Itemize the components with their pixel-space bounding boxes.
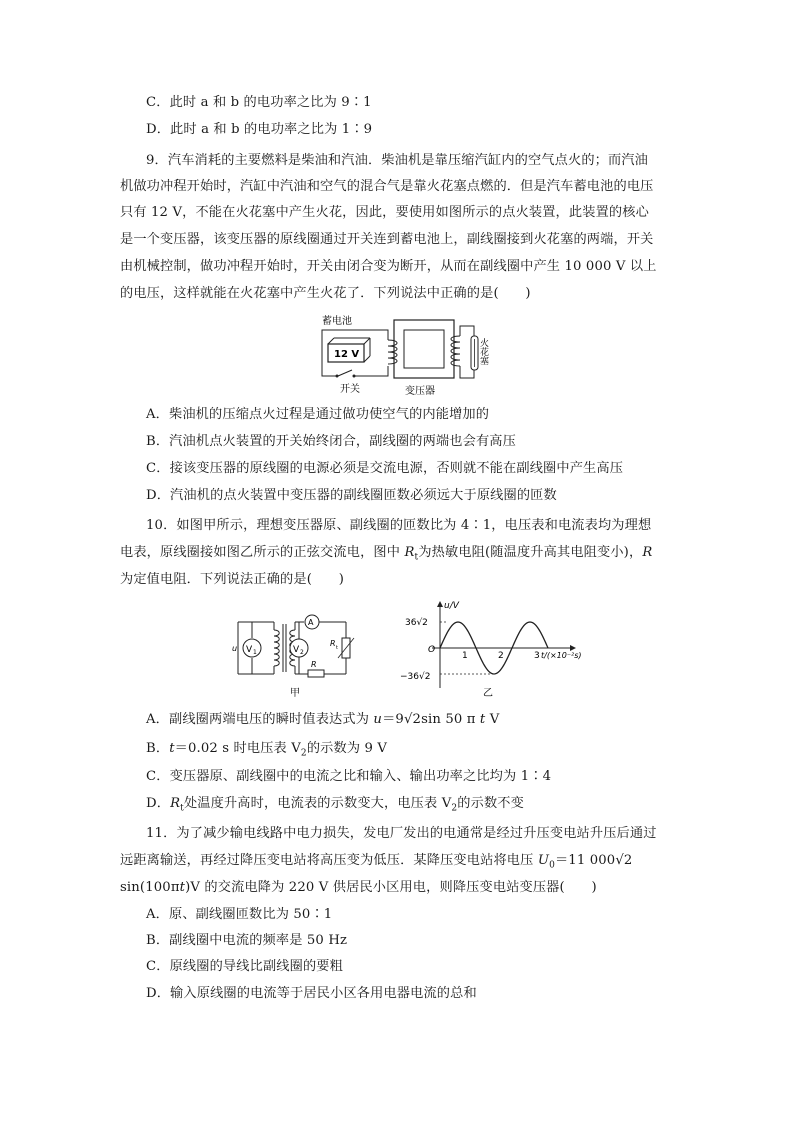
q10-stem-line-3: 为定值电阻．下列说法正确的是( ) (120, 572, 344, 587)
q10-option-b: B．t＝0.02 s 时电压表 $V_2$的示数为 9 V (146, 741, 388, 759)
primary-coil (388, 340, 397, 364)
q8-option-c: C．此时 a 和 b 的电功率之比为 9∶1 (146, 95, 372, 110)
y-axis-label: u/V (444, 601, 459, 611)
q11-stem-line-3: sin(100πt)V 的交流电降为 220 V 供居民小区用电，则降压变电站变压器( ) (120, 880, 597, 895)
q9-stem-line-6: 的电压，这样就能在火花塞中产生火花了．下列说法中正确的是( ) (120, 286, 531, 301)
transformer-core (394, 320, 454, 378)
q10-option-d: D．$R_t$处温度升高时，电流表的示数变大，电压表 $V_2$的示数不变 (146, 796, 524, 814)
spark-plug-label: 火花塞 (478, 338, 488, 365)
q8-option-d: D．此时 a 和 b 的电功率之比为 1∶9 (146, 122, 373, 137)
fixed-resistor (308, 670, 324, 677)
transformer-label: 变压器 (405, 386, 435, 397)
q11-option-c: C．原线圈的导线比副线圈的要粗 (146, 959, 343, 974)
svg-text:R: R (311, 660, 317, 669)
q9-option-a: A．柴油机的压缩点火过程是通过做功使空气的内能增加的 (146, 407, 490, 422)
battery-voltage: 12 V (334, 349, 360, 360)
svg-text:1: 1 (253, 649, 257, 656)
svg-text:2: 2 (300, 649, 304, 656)
voltage-sine-chart (400, 596, 590, 700)
q10-option-c: C．变压器原、副线圈中的电流之比和输入、输出功率之比均为 1∶4 (146, 769, 552, 784)
q10-stem-line-1: 10．如图甲所示，理想变压器原、副线圈的匝数比为 4∶1，电压表和电流表均为理想 (146, 518, 652, 533)
y-tick-negative: −36√2 (400, 672, 431, 682)
q9-stem-line-5: 由机械控制，做功冲程开始时，开关由闭合变为断开，从而在副线圈中产生 10 000 V 以上 (120, 259, 657, 274)
q9-stem-line-3: 只有 12 V，不能在火花塞中产生火花，因此，要使用如图所示的点火装置，此装置的核心 (120, 205, 649, 220)
transformer-circuit-figure-a (232, 608, 362, 700)
svg-text:t: t (336, 645, 338, 651)
q9-stem-line-1: 9．汽车消耗的主要燃料是柴油和汽油．柴油机是靠压缩汽缸内的空气点火的；而汽油 (146, 153, 649, 168)
secondary-coil (451, 336, 460, 366)
svg-text:R: R (330, 639, 336, 648)
q9-stem-line-2: 机做功冲程开始时，汽缸中汽油和空气的混合气是靠火花塞点燃的．但是汽车蓄电池的电压 (120, 179, 654, 194)
svg-text:V: V (246, 645, 253, 655)
figure-a-caption: 甲 (290, 688, 300, 699)
svg-text:u: u (232, 644, 238, 653)
x-tick-3: 3 (534, 651, 540, 661)
figure-b-caption: 乙 (483, 688, 493, 699)
battery-label: 蓄电池 (322, 316, 352, 327)
ignition-circuit-figure (318, 312, 498, 400)
q11-stem-line-2: 远距离输送，再经过降压变电站将高压变为低压．某降压变电站将电压 $U_0=11$ 000√2 (120, 853, 633, 871)
q11-stem-line-1: 11．为了减少输电线路中电力损失，发电厂发出的电通常是经过升压变电站升压后通过 (146, 826, 657, 841)
q9-stem-line-4: 是一个变压器，该变压器的原线圈通过开关连到蓄电池上，副线圈接到火花塞的两端，开关 (120, 232, 654, 247)
q9-option-b: B．汽油机点火装置的开关始终闭合，副线圈的两端也会有高压 (146, 434, 516, 449)
svg-text:A: A (308, 618, 314, 627)
primary-coil (274, 630, 279, 666)
q9-option-d: D．汽油机的点火装置中变压器的副线圈匝数必须远大于原线圈的匝数 (146, 488, 557, 503)
svg-text:V: V (293, 645, 300, 655)
q9-option-c: C．接该变压器的原线圈的电源必须是交流电源，否则就不能在副线圈中产生高压 (146, 461, 624, 476)
origin-label: O (428, 645, 436, 655)
y-tick-positive: 36√2 (405, 618, 428, 628)
q11-option-b: B．副线圈中电流的频率是 50 Hz (146, 933, 348, 948)
q10-option-a: A．副线圈两端电压的瞬时值表达式为 u＝9√2sin 50 π t V (146, 712, 500, 727)
switch-blade (338, 370, 352, 376)
q10-stem-line-2: 电表，原线圈接如图乙所示的正弦交流电，图中 $R_t$为热敏电阻(随温度升高其电阻变小)，R (120, 545, 653, 563)
x-tick-2: 2 (498, 651, 504, 661)
q11-option-a: A．原、副线圈匝数比为 50∶1 (146, 907, 333, 922)
switch-label: 开关 (340, 384, 360, 395)
x-axis-label: t/(×10⁻²s) (541, 651, 582, 660)
q11-option-d: D．输入原线圈的电流等于居民小区各用电器电流的总和 (146, 986, 477, 1001)
x-tick-1: 1 (462, 651, 468, 661)
